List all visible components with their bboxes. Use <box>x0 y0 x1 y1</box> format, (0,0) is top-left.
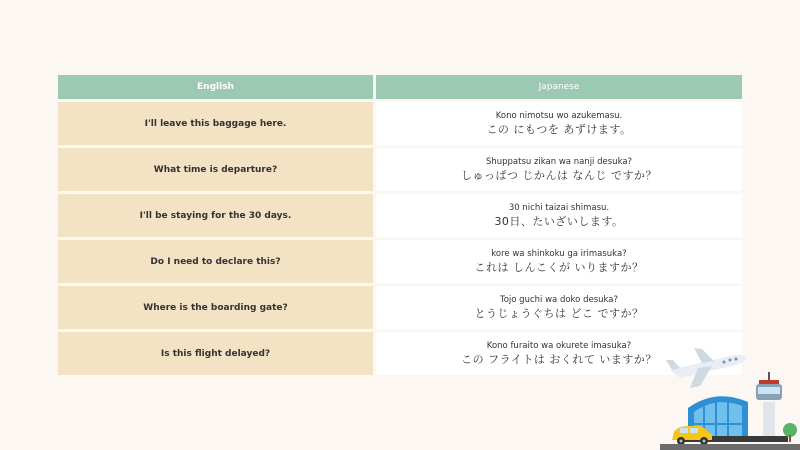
english-phrase: Where is the boarding gate? <box>58 286 373 329</box>
header-japanese: Japanese <box>376 75 742 99</box>
kana-text: この フライトは おくれて いますか？ <box>461 352 657 366</box>
table-row <box>58 240 742 283</box>
english-phrase: I'll be staying for the 30 days. <box>58 194 373 237</box>
kana-text: しゅっぱつ じかんは なんじ ですか？ <box>461 168 657 182</box>
table-row <box>58 194 742 237</box>
romaji-text: 30 nichi taizai shimasu. <box>508 202 610 213</box>
english-phrase: Is this flight delayed? <box>58 332 373 375</box>
table-row <box>58 332 742 375</box>
kana-text: 30日、たいざいします。 <box>494 214 624 228</box>
kana-text: これは しんこくが いりますか？ <box>474 260 644 274</box>
romaji-text: Shuppatsu zikan wa nanji desuka? <box>485 156 633 167</box>
japanese-phrase <box>376 286 742 329</box>
romaji-text: Kono furaito wa okurete imasuka? <box>486 340 632 351</box>
japanese-phrase <box>376 240 742 283</box>
control-tower-icon <box>756 372 782 442</box>
phrase-table <box>58 75 742 378</box>
table-row <box>58 286 742 329</box>
japanese-phrase <box>376 194 742 237</box>
kana-text: とうじょうぐちは どこ ですか？ <box>474 306 644 320</box>
english-phrase: I'll leave this baggage here. <box>58 102 373 145</box>
romaji-text: Kono nimotsu wo azukemasu. <box>495 110 623 121</box>
english-phrase: Do I need to declare this? <box>58 240 373 283</box>
table-row <box>58 148 742 191</box>
table-row <box>58 102 742 145</box>
table-header <box>58 75 742 99</box>
romaji-text: kore wa shinkoku ga irimasuka? <box>491 248 627 259</box>
romaji-text: Tojo guchi wa doko desuka? <box>499 294 619 305</box>
airplane-icon <box>666 348 746 388</box>
japanese-phrase <box>376 102 742 145</box>
header-english: English <box>58 75 373 99</box>
airport-airplane-icon <box>660 340 800 450</box>
english-phrase: What time is departure? <box>58 148 373 191</box>
kana-text: この にもつを あずけます。 <box>486 122 632 136</box>
japanese-phrase <box>376 148 742 191</box>
